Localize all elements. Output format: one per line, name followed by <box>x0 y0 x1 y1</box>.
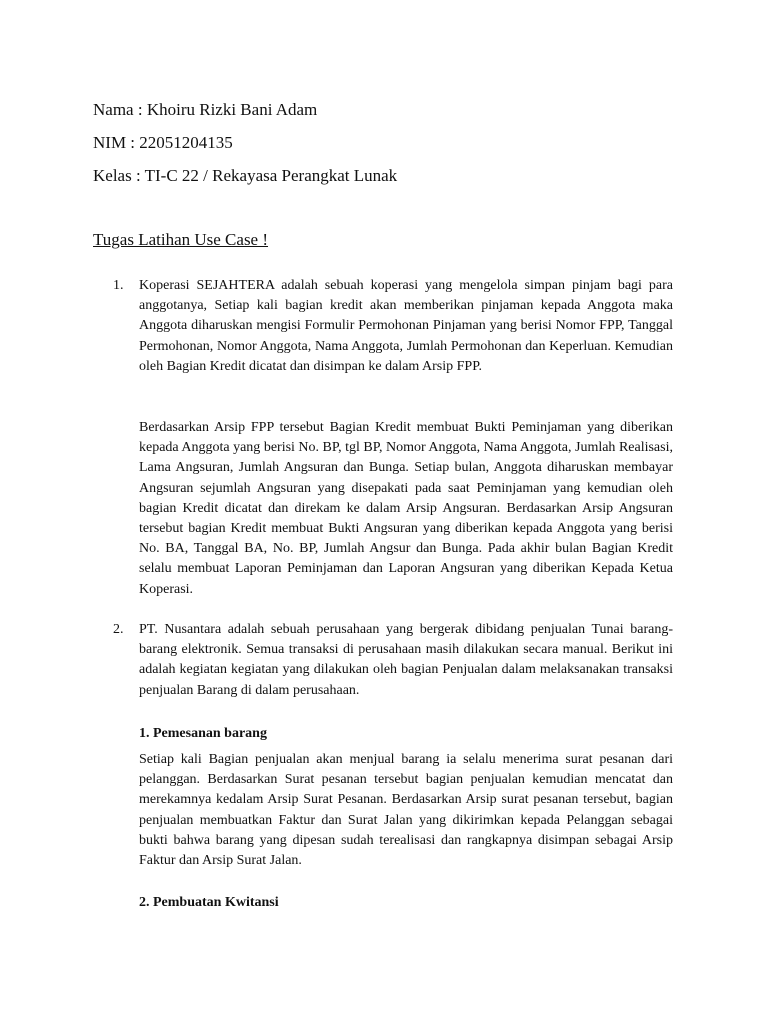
item-2-intro: PT. Nusantara adalah sebuah perusahaan yang bergerak dibidang penjualan Tunai barang-barang elektronik. Semua transaksi di perusahaan masih dilakukan secara manual. Berikut ini adalah kegiatan kegiatan yang dilakukan oleh bagian Penjualan dalam melaksanakan transaksi penjualan Barang di dalam perusahaan. <box>139 622 673 698</box>
item-1-number: 1. <box>113 278 124 293</box>
section-pemesanan-text: Setiap kali Bagian penjualan akan menjual barang ia selalu menerima surat pesanan dari pelanggan. Berdasarkan Surat pesanan tersebut bagian penjualan kemudian mencatat dan merekamnya kedalam Arsip Surat Pesanan. Berdasarkan Arsip surat pesanan tersebut, bagian penjualan membuatkan Faktur dan Surat Jalan yang dikirimkan kepada Pelanggan sebagai bukti bahwa barang yang dipesan sudah terealisasi dan rangkapnya disimpan sebagai Arsip Faktur dan Arsip Surat Jalan. <box>139 752 673 869</box>
student-class: Kelas : TI-C 22 / Rekayasa Perangkat Lunak <box>93 166 398 185</box>
student-nim: NIM : 22051204135 <box>93 133 233 152</box>
section-pemesanan-title: 1. Pemesanan barang <box>139 726 267 741</box>
section-kwitansi-title: 2. Pembuatan Kwitansi <box>139 895 279 910</box>
student-name: Nama : Khoiru Rizki Bani Adam <box>93 100 318 119</box>
item-2-number: 2. <box>113 622 124 637</box>
task-title: Tugas Latihan Use Case ! <box>93 230 269 249</box>
item-1-paragraph-1: Koperasi SEJAHTERA adalah sebuah koperasi yang mengelola simpan pinjam bagi para anggotanya, Setiap kali bagian kredit akan memberikan pinjaman kepada Anggota maka Anggota diharuskan mengisi Formulir Permohonan Pinjaman yang berisi Nomor FPP, Tanggal Permohonan, Nomor Anggota, Nama Anggota, Jumlah Permohonan dan Keperluan. Kemudian oleh Bagian Kredit dicatat dan disimpan ke dalam Arsip FPP. <box>139 278 673 374</box>
item-1-paragraph-2: Berdasarkan Arsip FPP tersebut Bagian Kredit membuat Bukti Peminjaman yang diberikan kepada Anggota yang berisi No. BP, tgl BP, Nomor Anggota, Nama Anggota, Jumlah Realisasi, Lama Angsuran, Jumlah Angsuran dan Bunga. Setiap bulan, Anggota diharuskan membayar Angsuran sejumlah Angsuran yang disepakati pada saat Peminjaman yang kemudian oleh bagian Kredit dicatat dan direkam ke dalam Arsip Angsuran. Berdasarkan Arsip Angsuran tersebut bagian Kredit membuat Bukti Angsuran yang diberikan kepada Anggota yang berisi No. BA, Tanggal BA, No. BP, Jumlah Angsur dan Bunga. Pada akhir bulan Bagian Kredit selalu membuat Laporan Peminjaman dan Laporan Angsuran yang diberikan Kepada Ketua Koperasi. <box>139 420 673 597</box>
